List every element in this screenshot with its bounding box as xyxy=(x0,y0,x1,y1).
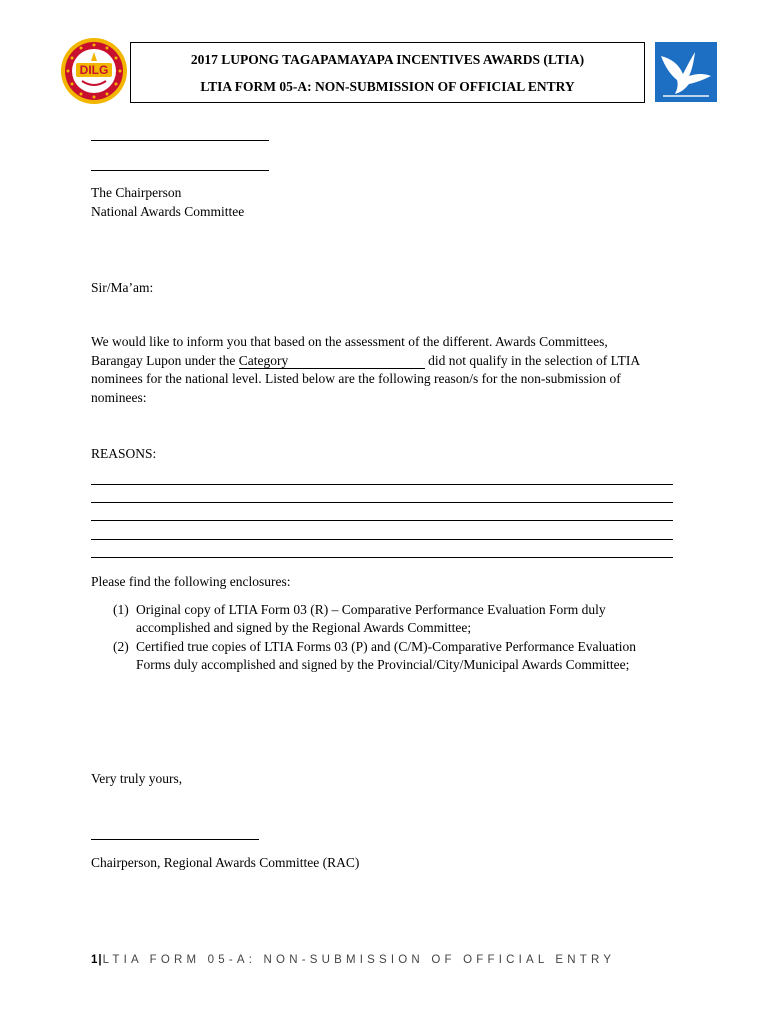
enclosure-item xyxy=(113,638,683,674)
enclosure-text xyxy=(136,638,676,674)
paragraph-text: Barangay Lupon under the xyxy=(91,352,239,368)
form-title: 2017 LUPONG TAGAPAMAYAPA INCENTIVES AWARDS (LTIA) xyxy=(190,52,585,67)
category-field-label: Category xyxy=(238,352,289,368)
enclosure-item xyxy=(113,601,683,637)
sender-line-1[interactable] xyxy=(91,140,269,141)
form-header xyxy=(130,42,645,103)
enclosure-line: Forms duly accomplished and signed by the Provincial/City/Municipal Awards Committee; xyxy=(136,657,630,672)
body-paragraph xyxy=(91,333,681,407)
reason-line-2[interactable] xyxy=(91,502,673,503)
salutation: Sir/Ma’am: xyxy=(91,280,154,295)
page-footer xyxy=(91,954,615,966)
seal-text: DILG xyxy=(79,63,109,77)
reason-line-5[interactable] xyxy=(91,557,673,558)
addressee-name: The Chairperson xyxy=(91,185,182,200)
dilg-seal-logo xyxy=(60,37,128,105)
enclosure-line: Original copy of LTIA Form 03 (R) – Comparative Performance Evaluation Form duly xyxy=(136,602,606,617)
enclosures-intro: Please find the following enclosures: xyxy=(91,574,291,589)
paragraph-line: We would like to inform you that based on the assessment of the different. Awards Committees, xyxy=(91,334,608,349)
paragraph-line xyxy=(91,352,681,371)
reason-line-4[interactable] xyxy=(91,539,673,540)
enclosure-line: accomplished and signed by the Regional Awards Committee; xyxy=(136,620,472,635)
form-subtitle: LTIA FORM 05-A: NON-SUBMISSION OF OFFICIAL ENTRY xyxy=(200,79,575,94)
reason-line-1[interactable] xyxy=(91,484,673,485)
paragraph-text: did not qualify in the selection of LTIA xyxy=(424,352,641,368)
addressee-committee: National Awards Committee xyxy=(91,204,245,219)
sender-line-2[interactable] xyxy=(91,170,269,171)
footer-separator: | xyxy=(98,954,103,966)
category-field[interactable] xyxy=(239,353,425,369)
footer-text: LTIA FORM 05-A: NON-SUBMISSION OF OFFICIAL ENTRY xyxy=(102,954,616,966)
enclosure-number: (1) xyxy=(113,602,129,617)
paragraph-line: nominees for the national level. Listed below are the following reason/s for the non-submission of xyxy=(91,371,621,386)
paragraph-line: nominees: xyxy=(91,389,147,405)
signature-line[interactable] xyxy=(91,839,259,840)
enclosure-line: Certified true copies of LTIA Forms 03 (P) and (C/M)-Comparative Performance Evaluation xyxy=(136,639,637,654)
reason-line-3[interactable] xyxy=(91,520,673,521)
enclosure-text xyxy=(136,601,676,637)
enclosure-number: (2) xyxy=(113,639,129,654)
signatory-title: Chairperson, Regional Awards Committee (RAC) xyxy=(91,855,360,870)
reasons-label: REASONS: xyxy=(91,446,157,461)
page-number: 1 xyxy=(91,954,99,966)
ltia-dove-logo xyxy=(655,42,717,102)
closing: Very truly yours, xyxy=(91,771,183,786)
